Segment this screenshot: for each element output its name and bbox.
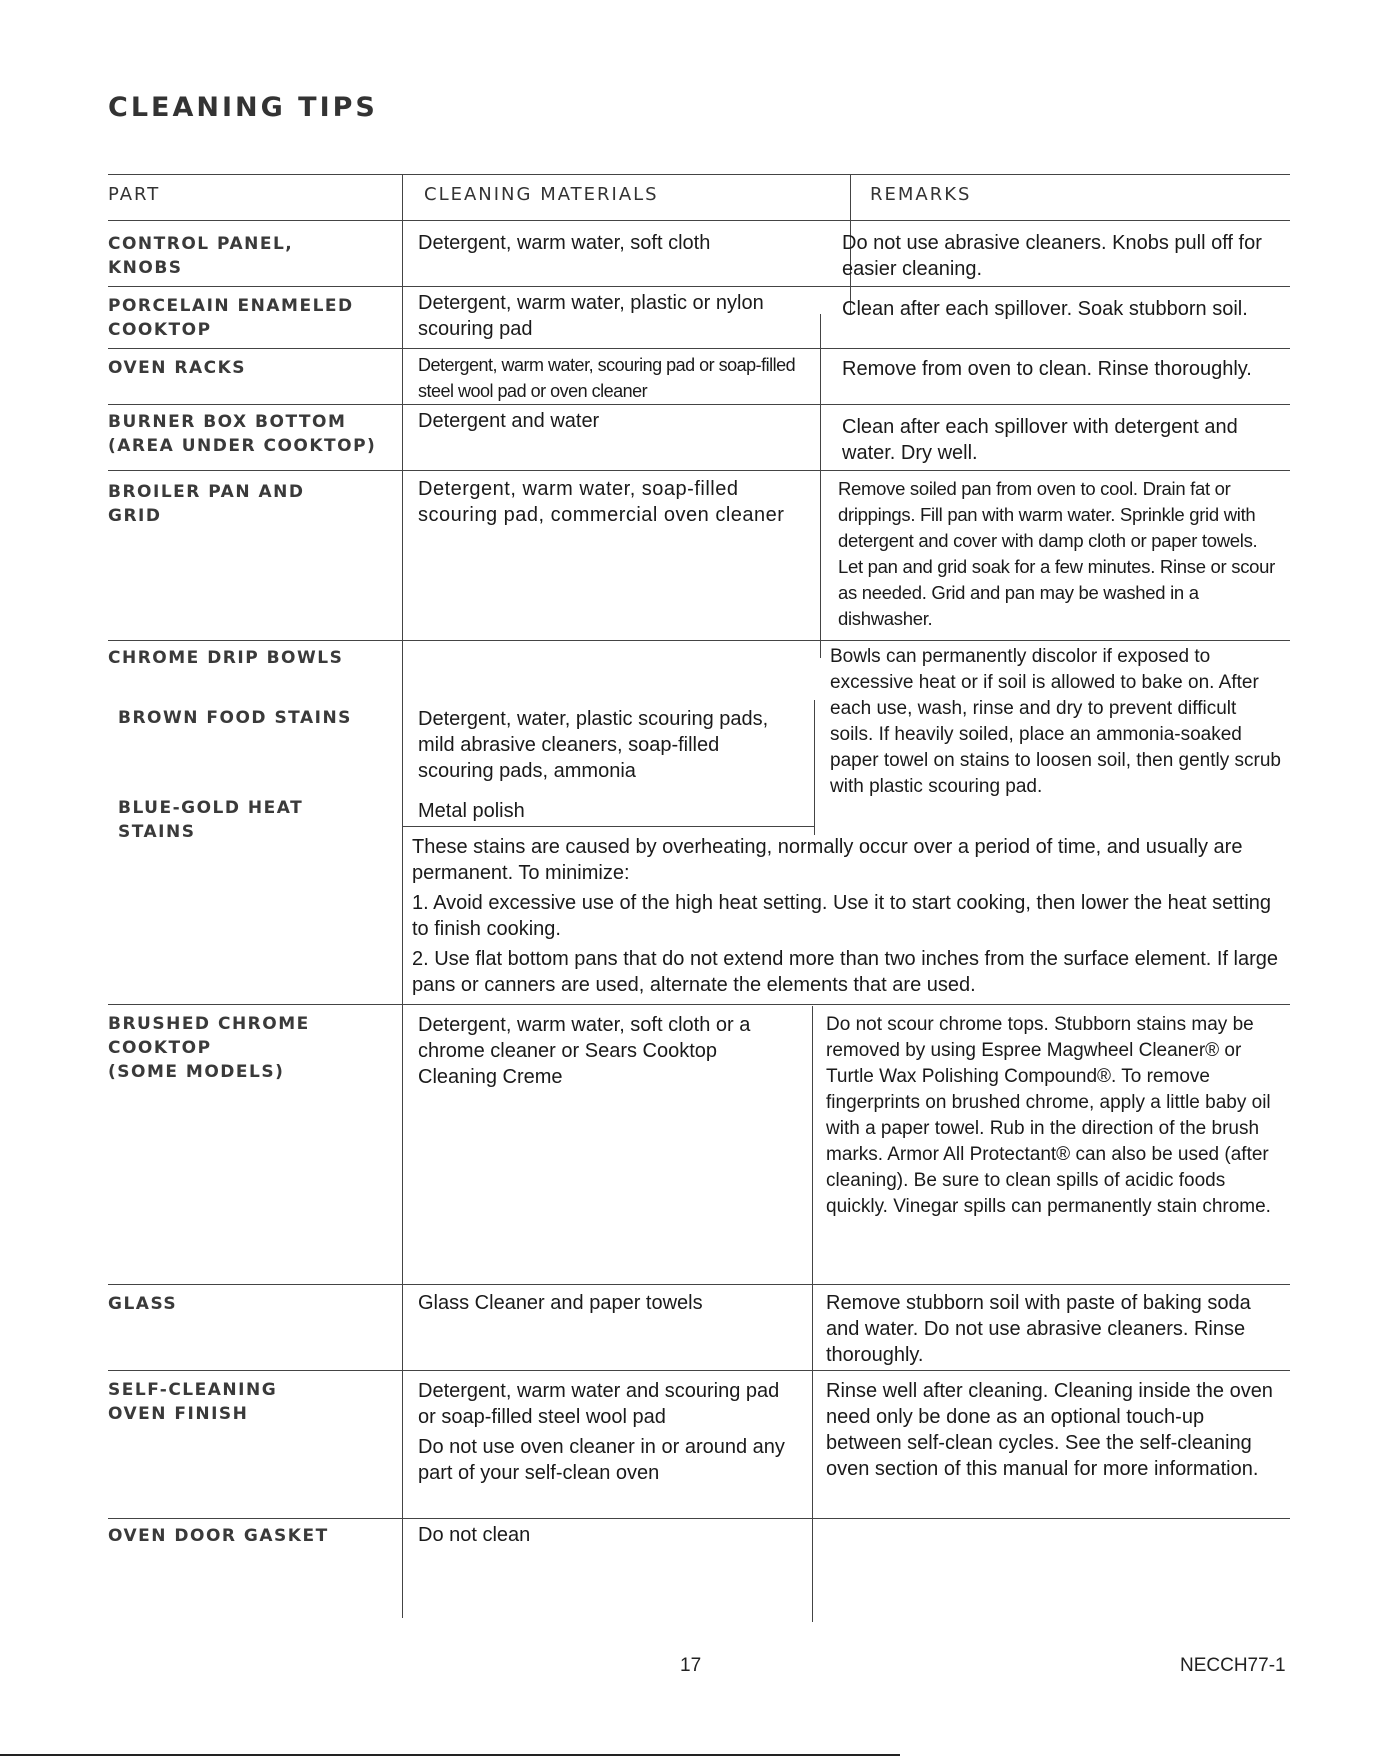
- part-self-cleaning-oven-finish: SELF-CLEANING OVEN FINISH: [108, 1380, 278, 1424]
- page-title: CLEANING TIPS: [108, 92, 378, 123]
- bottom-edge-rule: [0, 1754, 900, 1756]
- row-rule: [108, 640, 1290, 641]
- remarks-self-cleaning-oven-finish: Rinse well after cleaning. Cleaning inside the oven need only be done as an optional touch-up between self-clean cycles. See the self-cleaning oven section of this manual for more information.: [826, 1380, 1273, 1480]
- materials-burner-box-bottom: Detergent and water: [418, 410, 600, 432]
- row-rule: [108, 1370, 1290, 1371]
- column-divider-2-lower: [812, 1006, 813, 1622]
- page-number: 17: [680, 1655, 702, 1676]
- remarks-broiler-pan: Remove soiled pan from oven to cool. Drain fat or drippings. Fill pan with warm water. Sprinkle grid with detergent and cover with damp cloth or paper towels. Let pan and grid soak for a few minutes. Rinse or scour as needed. Grid and pan may be washed in a dishwasher.: [838, 478, 1275, 629]
- materials-oven-door-gasket: Do not clean: [418, 1524, 531, 1546]
- remarks-control-panel: Do not use abrasive cleaners. Knobs pull off for easier cleaning.: [842, 232, 1262, 280]
- header-part: PART: [108, 184, 161, 205]
- remarks-brushed-chrome-cooktop: Do not scour chrome tops. Stubborn stains may be removed by using Espree Magwheel Cleaner® or Turtle Wax Polishing Compound®. To remove fingerprints on brushed chrome, apply a little baby oil with a paper towel. Rub in the direction of the brush marks. Armor All Protectant® can also be used (after cleaning). Be sure to clean spills of acidic foods quickly. Vinegar spills can permanently stain chrome.: [826, 1014, 1271, 1217]
- materials-blue-gold-heat-stains: Metal polish: [418, 800, 525, 822]
- part-burner-box-bottom: BURNER BOX BOTTOM (AREA UNDER COOKTOP): [108, 412, 377, 456]
- remarks-glass: Remove stubborn soil with paste of baking soda and water. Do not use abrasive cleaners. Rinse thoroughly.: [826, 1292, 1251, 1366]
- row-rule: [108, 404, 1290, 405]
- part-brushed-chrome-cooktop: BRUSHED CHROME COOKTOP (SOME MODELS): [108, 1014, 310, 1082]
- subpart-blue-gold-heat-stains: BLUE-GOLD HEAT STAINS: [118, 798, 304, 842]
- materials-brushed-chrome-cooktop: Detergent, warm water, soft cloth or a chrome cleaner or Sears Cooktop Cleaning Creme: [418, 1014, 751, 1088]
- row-rule: [108, 1284, 1290, 1285]
- row-rule: [108, 1004, 1290, 1005]
- part-broiler-pan: BROILER PAN AND GRID: [108, 482, 305, 526]
- materials-brown-food-stains: Detergent, water, plastic scouring pads, mild abrasive cleaners, soap-filled scouring pads, ammonia: [418, 708, 769, 782]
- remarks-oven-racks: Remove from oven to clean. Rinse thoroughly.: [842, 358, 1252, 380]
- table-top-rule: [108, 174, 1290, 175]
- materials-glass: Glass Cleaner and paper towels: [418, 1292, 703, 1314]
- header-rule: [108, 220, 1290, 221]
- materials-broiler-pan: Detergent, warm water, soap-filled scouring pad, commercial oven cleaner: [418, 478, 785, 526]
- column-divider-1: [402, 174, 403, 1618]
- row-rule: [108, 470, 1290, 471]
- part-control-panel: CONTROL PANEL, KNOBS: [108, 234, 294, 278]
- header-cleaning-materials: CLEANING MATERIALS: [424, 184, 659, 205]
- materials-porcelain-cooktop: Detergent, warm water, plastic or nylon scouring pad: [418, 292, 764, 340]
- part-oven-racks: OVEN RACKS: [108, 358, 247, 378]
- document-code: NECCH77-1: [1180, 1655, 1286, 1676]
- part-porcelain-cooktop: PORCELAIN ENAMELED COOKTOP: [108, 296, 354, 340]
- remarks-porcelain-cooktop: Clean after each spillover. Soak stubborn soil.: [842, 298, 1248, 320]
- column-divider-2-chrome: [814, 700, 815, 835]
- remarks-burner-box-bottom: Clean after each spillover with detergent and water. Dry well.: [842, 416, 1238, 464]
- row-rule: [108, 1518, 1290, 1519]
- row-rule: [108, 348, 1290, 349]
- row-rule: [108, 286, 1290, 287]
- part-chrome-drip-bowls: CHROME DRIP BOWLS: [108, 648, 344, 668]
- header-remarks: REMARKS: [870, 184, 972, 205]
- metal-polish-rule: [402, 826, 814, 827]
- column-divider-2-mid: [820, 314, 821, 658]
- part-oven-door-gasket: OVEN DOOR GASKET: [108, 1526, 329, 1546]
- note-chrome-drip-bowls: These stains are caused by overheating, normally occur over a period of time, and usually are permanent. To minimize: 1. Avoid excessive use of the high heat setting. Use it to start cooking, then lower the heat setting to finish cooking. 2. Use flat bottom pans that do not extend more than two inches from the surface element. If large pans or canners are used, alternate the elements that are used.: [412, 836, 1279, 996]
- subpart-brown-food-stains: BROWN FOOD STAINS: [118, 708, 352, 728]
- remarks-chrome-drip-bowls: Bowls can permanently discolor if exposed to excessive heat or if soil is allowed to bake on. After each use, wash, rinse and dry to prevent difficult soils. If heavily soiled, place an ammonia-soaked paper towel on stains to loosen soil, then gently scrub with plastic scouring pad.: [830, 646, 1281, 797]
- materials-oven-racks: Detergent, warm water, scouring pad or soap-filled steel wool pad or oven cleaner: [418, 355, 796, 401]
- part-glass: GLASS: [108, 1294, 178, 1314]
- materials-self-cleaning-oven-finish: Detergent, warm water and scouring pad or soap-filled steel wool pad Do not use oven cleaner in or around any part of your self-clean oven: [418, 1380, 785, 1484]
- materials-control-panel: Detergent, warm water, soft cloth: [418, 232, 711, 254]
